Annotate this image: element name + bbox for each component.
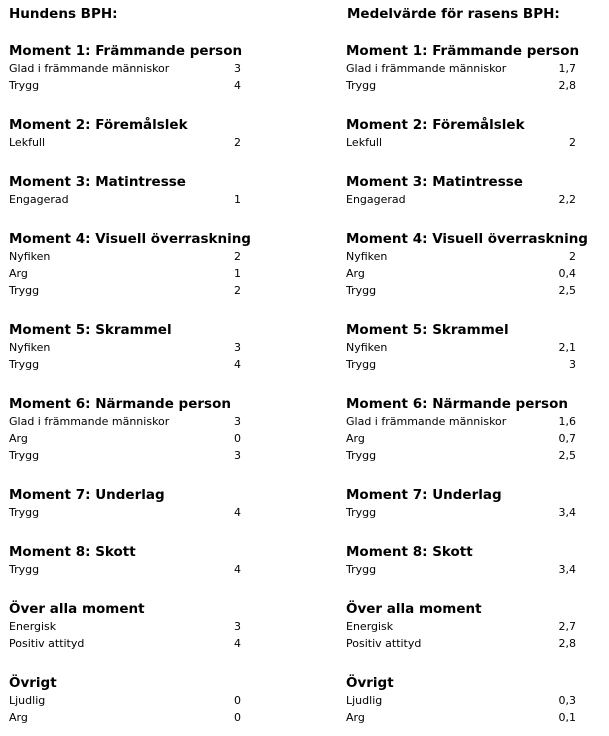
trait-label: Ljudlig xyxy=(9,694,46,707)
section-title: Moment 7: Underlag xyxy=(9,487,165,503)
trait-score: 0,1 xyxy=(558,711,576,724)
moment-section xyxy=(9,173,241,208)
trait-row xyxy=(346,709,576,726)
trait-score: 3,4 xyxy=(558,563,576,576)
moment-section xyxy=(9,42,241,94)
trait-score: 2,5 xyxy=(558,449,576,462)
moment-section xyxy=(9,395,241,464)
trait-score: 2 xyxy=(234,250,241,263)
section-title: Moment 8: Skott xyxy=(9,544,136,560)
trait-score: 4 xyxy=(234,358,241,371)
section-title: Moment 5: Skrammel xyxy=(346,322,509,338)
trait-label: Positiv attityd xyxy=(9,637,85,650)
trait-score: 3 xyxy=(569,358,576,371)
column-title: Medelvärde för rasens BPH: xyxy=(347,6,560,22)
trait-row xyxy=(9,709,241,726)
trait-row xyxy=(346,430,576,447)
trait-score: 0 xyxy=(234,711,241,724)
trait-score: 0,7 xyxy=(558,432,576,445)
trait-score: 2,7 xyxy=(558,620,576,633)
trait-score: 1 xyxy=(234,193,241,206)
moment-section xyxy=(346,543,576,578)
trait-label: Trygg xyxy=(346,506,377,519)
moment-section xyxy=(9,486,241,521)
trait-label: Ljudlig xyxy=(346,694,383,707)
trait-label: Trygg xyxy=(346,358,377,371)
trait-score: 0 xyxy=(234,694,241,707)
trait-score: 1 xyxy=(234,267,241,280)
trait-label: Trygg xyxy=(9,79,40,92)
column-title: Hundens BPH: xyxy=(9,6,118,22)
moment-section xyxy=(9,321,241,373)
trait-score: 2,1 xyxy=(558,341,576,354)
trait-row xyxy=(9,692,241,709)
trait-score: 0 xyxy=(234,432,241,445)
trait-row xyxy=(346,60,576,77)
trait-score: 0,3 xyxy=(558,694,576,707)
trait-row xyxy=(346,618,576,635)
trait-label: Glad i främmande människor xyxy=(9,415,170,428)
trait-row xyxy=(9,248,241,265)
trait-row xyxy=(346,134,576,151)
trait-score: 2,8 xyxy=(558,637,576,650)
trait-score: 3 xyxy=(234,341,241,354)
trait-row xyxy=(9,504,241,521)
trait-label: Glad i främmande människor xyxy=(346,415,507,428)
trait-row xyxy=(9,413,241,430)
trait-label: Arg xyxy=(9,432,28,445)
trait-score: 3 xyxy=(234,415,241,428)
trait-label: Arg xyxy=(346,432,365,445)
trait-score: 4 xyxy=(234,563,241,576)
trait-label: Glad i främmande människor xyxy=(346,62,507,75)
trait-row xyxy=(9,430,241,447)
trait-score: 4 xyxy=(234,506,241,519)
moment-section xyxy=(346,173,576,208)
section-title: Moment 6: Närmande person xyxy=(346,396,568,412)
trait-label: Lekfull xyxy=(346,136,383,149)
trait-label: Trygg xyxy=(9,506,40,519)
moment-section xyxy=(346,116,576,151)
section-title: Moment 8: Skott xyxy=(346,544,473,560)
trait-row xyxy=(9,447,241,464)
trait-label: Energisk xyxy=(346,620,394,633)
moment-section xyxy=(9,543,241,578)
trait-label: Nyfiken xyxy=(346,341,388,354)
trait-row xyxy=(346,504,576,521)
trait-row xyxy=(9,356,241,373)
trait-row xyxy=(9,191,241,208)
section-title: Över alla moment xyxy=(346,601,482,617)
trait-row xyxy=(9,282,241,299)
trait-label: Trygg xyxy=(346,79,377,92)
trait-row xyxy=(346,248,576,265)
trait-label: Glad i främmande människor xyxy=(9,62,170,75)
trait-label: Nyfiken xyxy=(346,250,388,263)
trait-label: Arg xyxy=(346,711,365,724)
trait-score: 2 xyxy=(569,250,576,263)
trait-row xyxy=(346,191,576,208)
trait-score: 3 xyxy=(234,620,241,633)
moment-section xyxy=(346,486,576,521)
trait-row xyxy=(346,635,576,652)
trait-label: Positiv attityd xyxy=(346,637,422,650)
trait-label: Arg xyxy=(9,267,28,280)
trait-label: Engagerad xyxy=(9,193,69,206)
trait-score: 4 xyxy=(234,637,241,650)
trait-row xyxy=(346,413,576,430)
trait-row xyxy=(346,692,576,709)
trait-score: 2,8 xyxy=(558,79,576,92)
trait-score: 2,5 xyxy=(558,284,576,297)
trait-label: Engagerad xyxy=(346,193,406,206)
trait-row xyxy=(346,339,576,356)
trait-row xyxy=(346,561,576,578)
section-title: Moment 7: Underlag xyxy=(346,487,502,503)
trait-label: Energisk xyxy=(9,620,57,633)
section-title: Moment 5: Skrammel xyxy=(9,322,172,338)
moment-section xyxy=(346,674,576,726)
trait-row xyxy=(9,635,241,652)
section-title: Moment 1: Främmande person xyxy=(346,43,580,59)
trait-label: Trygg xyxy=(9,449,40,462)
moment-section xyxy=(9,600,241,652)
trait-row xyxy=(9,339,241,356)
trait-label: Trygg xyxy=(346,563,377,576)
trait-row xyxy=(9,618,241,635)
trait-row xyxy=(9,265,241,282)
trait-row xyxy=(346,265,576,282)
trait-row xyxy=(346,356,576,373)
section-title: Moment 2: Föremålslek xyxy=(9,117,188,133)
trait-score: 2 xyxy=(234,284,241,297)
trait-label: Trygg xyxy=(346,449,377,462)
moment-section xyxy=(346,600,576,652)
trait-label: Lekfull xyxy=(9,136,46,149)
trait-row xyxy=(9,134,241,151)
moment-section xyxy=(346,42,580,94)
trait-score: 1,6 xyxy=(558,415,576,428)
trait-score: 3 xyxy=(234,62,241,75)
section-title: Moment 1: Främmande person xyxy=(9,43,243,59)
trait-score: 3,4 xyxy=(558,506,576,519)
trait-label: Trygg xyxy=(9,284,40,297)
section-title: Över alla moment xyxy=(9,601,145,617)
trait-label: Arg xyxy=(346,267,365,280)
trait-label: Trygg xyxy=(346,284,377,297)
section-title: Moment 3: Matintresse xyxy=(9,174,186,190)
moment-section xyxy=(346,395,576,464)
trait-score: 2 xyxy=(569,136,576,149)
moment-section xyxy=(346,321,576,373)
trait-row xyxy=(346,447,576,464)
section-title: Övrigt xyxy=(346,675,394,691)
section-title: Moment 4: Visuell överraskning xyxy=(9,231,251,247)
section-title: Moment 6: Närmande person xyxy=(9,396,231,412)
trait-score: 2,2 xyxy=(558,193,576,206)
section-title: Moment 3: Matintresse xyxy=(346,174,523,190)
trait-label: Nyfiken xyxy=(9,250,51,263)
trait-score: 0,4 xyxy=(558,267,576,280)
trait-label: Trygg xyxy=(9,563,40,576)
moment-section xyxy=(346,230,588,299)
trait-row xyxy=(9,561,241,578)
trait-label: Trygg xyxy=(9,358,40,371)
moment-section xyxy=(9,116,241,151)
trait-row xyxy=(9,60,241,77)
moment-section xyxy=(9,674,241,726)
moment-section xyxy=(9,230,251,299)
trait-row xyxy=(346,77,576,94)
section-title: Moment 4: Visuell överraskning xyxy=(346,231,588,247)
trait-label: Nyfiken xyxy=(9,341,51,354)
trait-score: 3 xyxy=(234,449,241,462)
trait-score: 2 xyxy=(234,136,241,149)
section-title: Övrigt xyxy=(9,675,57,691)
trait-score: 4 xyxy=(234,79,241,92)
trait-label: Arg xyxy=(9,711,28,724)
trait-score: 1,7 xyxy=(558,62,576,75)
trait-row xyxy=(9,77,241,94)
section-title: Moment 2: Föremålslek xyxy=(346,117,525,133)
trait-row xyxy=(346,282,576,299)
